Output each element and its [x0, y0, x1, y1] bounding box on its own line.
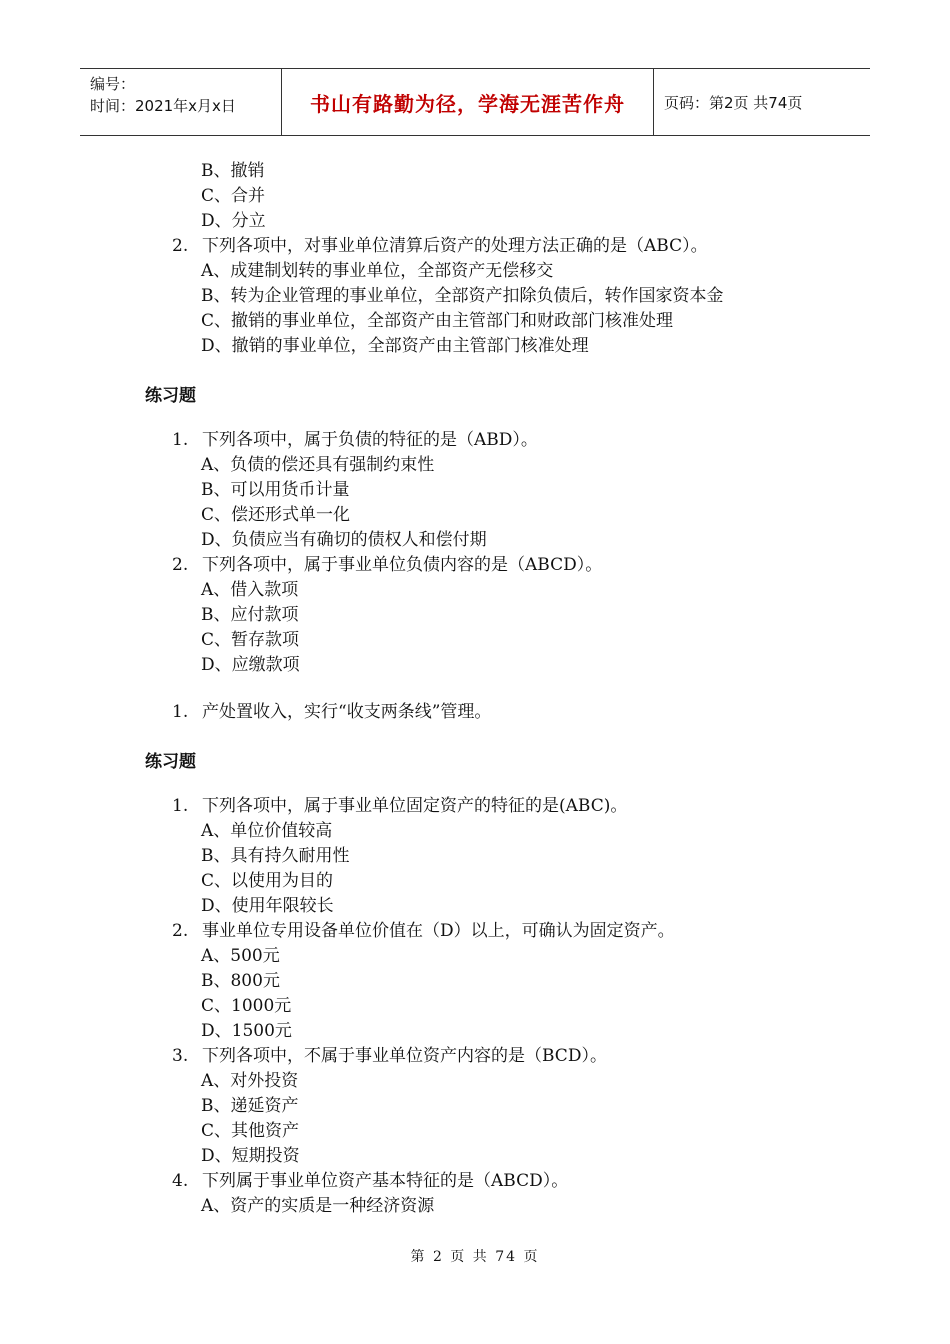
answer-option: D、1500元 — [201, 1021, 292, 1041]
page-footer: 第 2 页 共 74 页 — [410, 1249, 540, 1265]
number-label: 编号： — [90, 75, 136, 93]
question-number: 1. — [172, 430, 189, 450]
question-item — [172, 919, 675, 944]
question-item — [172, 234, 708, 259]
answer-option: B、撤销 — [201, 161, 265, 181]
answer-option: A、500元 — [201, 946, 280, 966]
question-number: 1. — [172, 702, 189, 722]
answer-option: C、其他资产 — [201, 1121, 300, 1141]
section-heading: 练习题 — [145, 386, 196, 406]
question-text: 下列各项中，属于事业单位固定资产的特征的是(ABC)。 — [202, 796, 628, 816]
question-text: 下列属于事业单位资产基本特征的是（ABCD）。 — [202, 1171, 569, 1191]
question-number: 2. — [172, 555, 189, 575]
question-item — [172, 794, 627, 819]
answer-option: C、以使用为目的 — [201, 871, 334, 891]
answer-option: B、转为企业管理的事业单位，全部资产扣除负债后，转作国家资本金 — [201, 286, 724, 306]
answer-option: B、可以用货币计量 — [201, 480, 350, 500]
answer-option: D、负债应当有确切的债权人和偿付期 — [201, 530, 487, 550]
header-motto: 书山有路勤为径，学海无涯苦作舟 — [282, 69, 654, 135]
question-number: 2. — [172, 236, 189, 256]
answer-option: C、合并 — [201, 186, 266, 206]
answer-option: D、使用年限较长 — [201, 896, 334, 916]
question-text: 下列各项中，属于负债的特征的是（ABD）。 — [202, 430, 538, 450]
section-heading: 练习题 — [145, 752, 196, 772]
question-item — [172, 1044, 607, 1069]
answer-option: A、负债的偿还具有强制约束性 — [201, 455, 435, 475]
answer-option: C、偿还形式单一化 — [201, 505, 351, 525]
answer-option: D、短期投资 — [201, 1146, 300, 1166]
question-text: 产处置收入，实行“收支两条线”管理。 — [202, 702, 492, 722]
answer-option: B、800元 — [201, 971, 280, 991]
time-label: 时间：2021年x月x日 — [90, 97, 236, 115]
answer-option: B、具有持久耐用性 — [201, 846, 350, 866]
answer-option: C、撤销的事业单位，全部资产由主管部门和财政部门核准处理 — [201, 311, 674, 331]
question-number: 2. — [172, 921, 189, 941]
answer-option: D、分立 — [201, 211, 266, 231]
answer-option: D、应缴款项 — [201, 655, 300, 675]
question-item — [172, 428, 538, 453]
answer-option: A、对外投资 — [201, 1071, 299, 1091]
answer-option: C、暂存款项 — [201, 630, 300, 650]
question-item — [172, 553, 602, 578]
question-text: 下列各项中，对事业单位清算后资产的处理方法正确的是（ABC）。 — [202, 236, 708, 256]
answer-option: D、撤销的事业单位，全部资产由主管部门核准处理 — [201, 336, 589, 356]
question-text: 下列各项中，属于事业单位负债内容的是（ABCD）。 — [202, 555, 603, 575]
question-item — [172, 1169, 568, 1194]
question-item — [172, 700, 491, 725]
answer-option: A、单位价值较高 — [201, 821, 333, 841]
question-text: 下列各项中，不属于事业单位资产内容的是（BCD）。 — [202, 1046, 607, 1066]
answer-option: A、资产的实质是一种经济资源 — [201, 1196, 435, 1216]
answer-option: A、成建制划转的事业单位，全部资产无偿移交 — [201, 261, 554, 281]
header-meta — [80, 69, 282, 135]
answer-option: B、递延资产 — [201, 1096, 299, 1116]
header-page-code: 页码：第2页 共74页 — [664, 93, 803, 112]
answer-option: B、应付款项 — [201, 605, 299, 625]
page-header — [80, 68, 870, 136]
answer-option: A、借入款项 — [201, 580, 299, 600]
question-number: 1. — [172, 796, 189, 816]
answer-option: C、1000元 — [201, 996, 292, 1016]
question-text: 事业单位专用设备单位价值在（D）以上，可确认为固定资产。 — [202, 921, 675, 941]
question-number: 3. — [172, 1046, 189, 1066]
question-number: 4. — [172, 1171, 189, 1191]
